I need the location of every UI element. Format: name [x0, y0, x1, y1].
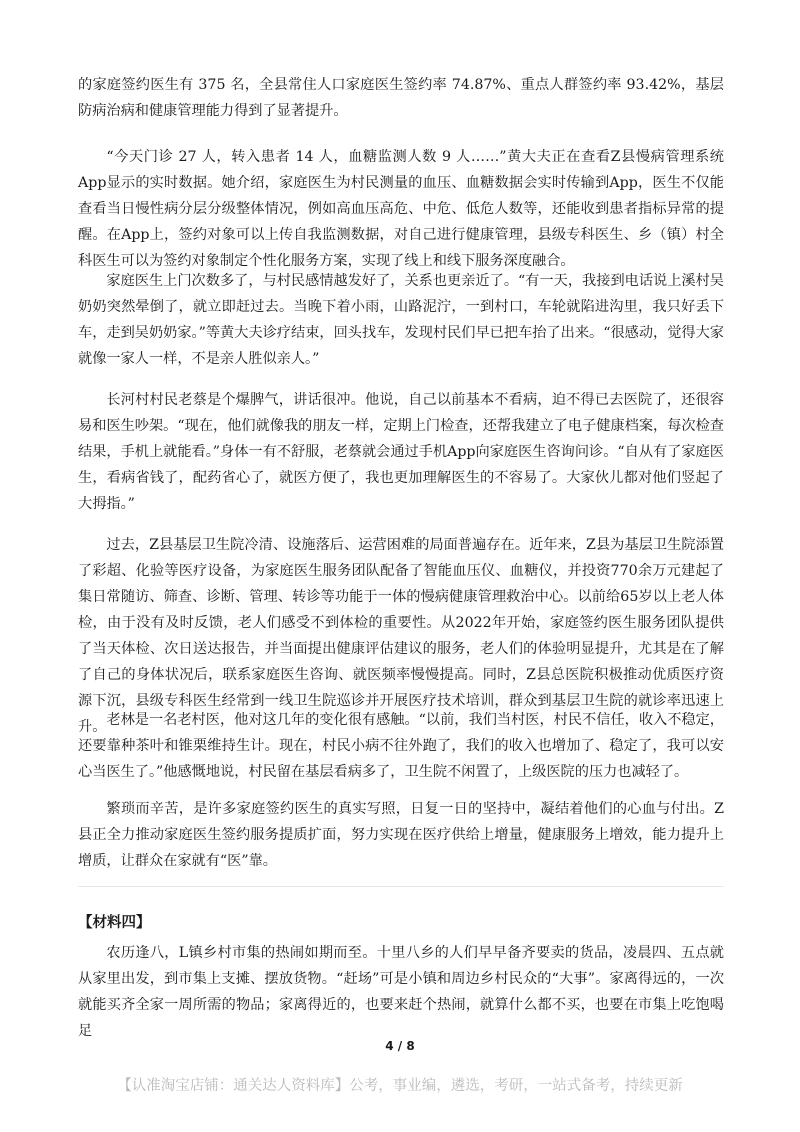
paragraph-village-doctor-lin: 老林是一名老村医，他对这几年的变化很有感触。“以前，我们当村医，村民不信任，收入不稳定，还要靠种茶叶和锥栗维持生计。现在，村民小病不往外跑了，我们的收入也增加了、稳定了，我可以安心当医生了。”他感慨地说，村民留在基层看病多了，卫生院不闲置了，上级医院的压力也减轻了。 — [78, 712, 724, 780]
footer-watermark: 【认准淘宝店铺：通关达人资料库】公考，事业编，遴选，考研，一站式备考，持续更新 — [117, 1078, 683, 1094]
paragraph-continued: 的家庭签约医生有 375 名，全县常住人口家庭医生签约率 74.87%、重点人群签约率 93.42%，基层防病治病和健康管理能力得到了显著提升。 — [78, 77, 724, 119]
page-number: 4 / 8 — [385, 1039, 415, 1053]
paragraph-conclusion: 繁琐而辛苦，是许多家庭签约医生的真实写照，日复一日的坚持中，凝结着他们的心血与付出。Z县正全力推动家庭医生签约服务提质扩面，努力实现在医疗供给上增量，健康服务上增效，能力提升上增质，让群众在家就有“医”靠。 — [78, 801, 724, 869]
section-divider — [78, 886, 724, 887]
section-heading: 【材料四】 — [78, 914, 151, 931]
paragraph-market: 农历逢八，L镇乡村市集的热闹如期而至。十里八乡的人们早早备齐要卖的货品，凌晨四、五点就从家里出发，到市集上支摊、摆放货物。“赶场”可是小镇和周边乡村民众的“大事”。家离得远的，一次就能买齐全家一周所需的物品；家离得近的，也要来赶个热闹，就算什么都不买，也要在市集上吃饱喝足 — [78, 945, 725, 1039]
paragraph-villager-cai: 长河村村民老蔡是个爆脾气，讲话很冲。他说，自己以前基本不看病，迫不得已去医院了，还很容易和医生吵架。“现在，他们就像我的朋友一样，定期上门检查，还帮我建立了电子健康档案，每次检查结果，手机上就能看。”身体一有不舒服，老蔡就会通过手机App向家庭医生咨询问诊。“自从有了家庭医生，看病省钱了，配药省心了，就医方便了，我也更加理解医生的不容易了。大家伙儿都对他们竖起了大拇指。” — [78, 392, 724, 512]
paragraph-home-visits: 家庭医生上门次数多了，与村民感情越发好了，关系也更亲近了。“有一天，我接到电话说上溪村吴奶奶突然晕倒了，就立即赶过去。当晚下着小雨，山路泥泞，一到村口，车轮就陷进沟里，我只好丢下车，走到吴奶奶家。”等黄大夫诊疗结束，回头找车，发现村民们早已把车抬了出来。“很感动，觉得大家就像一家人一样，不是亲人胜似亲人。” — [78, 273, 724, 367]
paragraph-county-health: 过去，Z县基层卫生院冷清、设施落后、运营困难的局面普遍存在。近年来，Z县为基层卫生院添置了彩超、化验等医疗设备，为家庭医生服务团队配备了智能血压仪、血糖仪，并投资770余万元建起了集日常随访、筛查、诊断、管理、转诊等功能于一体的慢病健康管理救治中心。以前给65岁以上老人体检，由于没有及时反馈，老人们感受不到体检的重要性。从2022年开始，家庭签约医生服务团队提供了当天体检、次日送达报告，并当面提出健康评估建议的服务，老人们的体验明显提升，尤其是在了解了自己的身体状况后，联系家庭医生咨询、就医频率慢慢提高。同时，Z县总医院积极推动优质医疗资源下沉，县级专科医生经常到一线卫生院巡诊并开展医疗技术培训，群众到基层卫生院的就诊率迅速上升。 — [78, 537, 724, 735]
paragraph-app-data: “今天门诊 27 人，转入患者 14 人，血糖监测人数 9 人……”黄大夫正在查看Z县慢病管理系统App显示的实时数据。她介绍，家庭医生为村民测量的血压、血糖数据会实时传输到App，医生不仅能查看当日慢性病分层分级整体情况，例如高血压高危、中危、低危人数等，还能收到患者指标异常的提醒。在App上，签约对象可以上传自我监测数据，对自己进行健康管理，县级专科医生、乡（镇）村全科医生可以为签约对象制定个性化服务方案，实现了线上和线下服务深度融合。 — [78, 149, 724, 269]
